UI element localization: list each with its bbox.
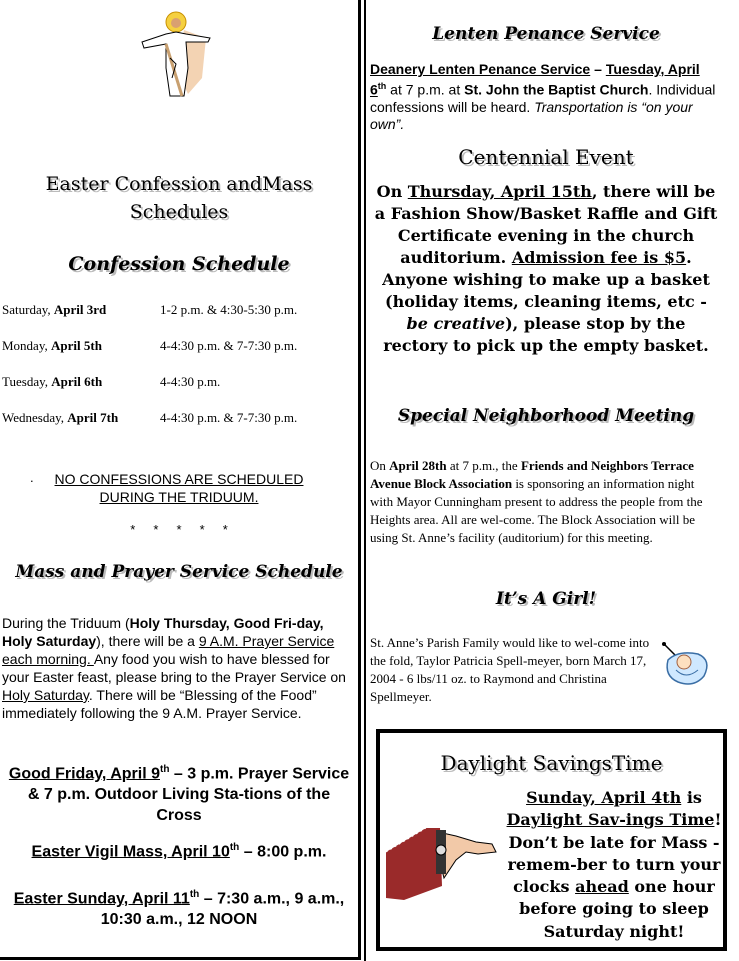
admission-fee: Admission fee is $5 xyxy=(511,248,687,267)
confession-time: 4-4:30 p.m. & 7-7:30 p.m. xyxy=(160,410,298,425)
be-creative: be creative xyxy=(406,314,506,333)
dst-text: one hour before going to sleep Saturday night! xyxy=(519,877,715,941)
easter-sunday-date: Easter Sunday, April 11 xyxy=(13,890,190,908)
confession-row xyxy=(2,302,297,318)
lenten-heading: Lenten Penance Service xyxy=(432,24,660,44)
lenten-service-name: Deanery Lenten Penance Service xyxy=(370,61,591,77)
centennial-heading: Centennial Event xyxy=(458,145,634,169)
confession-time: 1-2 p.m. & 4:30-5:30 p.m. xyxy=(160,302,298,317)
confession-heading: Confession Schedule xyxy=(68,253,290,275)
triduum-text: . There will be “Blessing of the Food” immediately following the 9 A.M. Prayer Service. xyxy=(2,687,317,721)
stork-baby-clipart xyxy=(658,640,714,690)
confession-row xyxy=(2,410,297,426)
clocks-ahead: ahead xyxy=(575,877,629,897)
good-friday-date: Good Friday, April 9 xyxy=(8,765,160,783)
separator-stars: * * * * * xyxy=(130,522,228,537)
lenten-dash: – xyxy=(590,61,606,77)
good-friday-entry xyxy=(8,759,350,826)
triduum-paragraph xyxy=(2,614,352,722)
dst-paragraph xyxy=(376,787,727,947)
easter-sunday-sup: th xyxy=(189,889,200,900)
lenten-transport-note: Transportation is “on your own”. xyxy=(370,98,693,132)
lenten-date: Tuesday, April 6 xyxy=(370,61,700,98)
neighborhood-paragraph xyxy=(370,457,710,547)
confession-day-prefix: Monday, xyxy=(2,338,51,353)
no-confession-notice xyxy=(0,470,358,506)
no-confession-line1: NO CONFESSIONS ARE SCHEDULED xyxy=(54,471,304,487)
centennial-text: On xyxy=(376,182,408,201)
easter-vigil-time: – 8:00 p.m. xyxy=(239,843,327,861)
centennial-text: . Anyone wishing to make up a basket (holiday items, cleaning items, etc - xyxy=(382,248,710,311)
triduum-text: Any food you wish to have blessed for your Easter feast, please bring to the Prayer Service on xyxy=(2,651,346,685)
lenten-text: . Individual confessions will be heard. xyxy=(370,81,716,115)
easter-sunday-entry xyxy=(8,884,350,930)
girl-heading: It’s A Girl! xyxy=(495,589,597,609)
easter-title-line1: Easter Confession andMass xyxy=(45,173,313,195)
easter-sunday-times: – 7:30 a.m., 9 a.m., 10:30 a.m., 12 NOON xyxy=(100,890,345,929)
dst-heading: Daylight SavingsTime xyxy=(440,751,663,775)
birth-announcement: St. Anne’s Parish Family would like to wel-come into the fold, Taylor Patricia Spell-meyer, born March 17, 2004 - 6 lbs/11 oz. to Raymond and Christina Spellmeyer. xyxy=(370,635,650,704)
dst-name: Daylight Sav-ings Time xyxy=(506,810,715,830)
confession-day-prefix: Saturday, xyxy=(2,302,54,317)
centennial-date: Thursday, April 15th xyxy=(407,182,592,201)
neighborhood-text: is sponsoring an information night with Mayor Cunningham present to address the people from the Heights area. All are wel-come. The Block Association will be using St. Anne’s facility (auditorium) for this meeting. xyxy=(370,476,703,545)
dst-text: ! Don’t be late for Mass - remem-ber to turn your clocks xyxy=(507,810,722,897)
prayer-service-note: 9 A.M. Prayer Service each morning. xyxy=(2,633,335,667)
triduum-days: Holy Thursday, Good Fri-day, Holy Saturday xyxy=(2,615,324,649)
dst-text: is xyxy=(681,788,702,807)
no-confession-line2: DURING THE TRIDUUM. xyxy=(99,489,259,505)
confession-day: April 3rd xyxy=(53,302,107,317)
neighborhood-text: On xyxy=(370,458,390,473)
block-association: Friends and Neighbors Terrace Avenue Block Association xyxy=(370,458,694,491)
confession-day-prefix: Wednesday, xyxy=(2,410,68,425)
lenten-church: St. John the Baptist Church xyxy=(464,81,649,98)
good-friday-sup: th xyxy=(160,764,170,775)
confession-day: April 5th xyxy=(51,338,102,353)
lenten-sup: th xyxy=(377,81,387,91)
easter-vigil-entry xyxy=(0,842,358,861)
dst-date: Sunday, April 4th xyxy=(526,788,682,807)
easter-vigil-date: Easter Vigil Mass, April 10 xyxy=(31,843,230,861)
holy-saturday: Holy Saturday xyxy=(2,687,89,703)
lenten-text: at 7 p.m. at xyxy=(386,81,465,98)
risen-christ-clipart xyxy=(136,8,216,104)
centennial-paragraph xyxy=(372,181,720,357)
confession-day: April 6th xyxy=(51,374,103,389)
confession-time: 4-4:30 p.m. & 7-7:30 p.m. xyxy=(160,338,298,353)
centennial-text: , there will be a Fashion Show/Basket Raffle and Gift Certificate evening in the church auditorium. xyxy=(374,182,718,267)
lenten-paragraph xyxy=(370,61,716,133)
easter-title xyxy=(0,170,358,226)
confession-day-prefix: Tuesday, xyxy=(2,374,52,389)
meeting-date: April 28th xyxy=(389,458,447,473)
mass-heading: Mass and Prayer Service Schedule xyxy=(15,562,343,582)
neighborhood-text: at 7 p.m., the xyxy=(446,458,521,473)
centennial-text: ), please stop by the rectory to pick up the empty basket. xyxy=(383,314,709,355)
confession-day: April 7th xyxy=(67,410,119,425)
no-confession-dot: . xyxy=(30,470,34,485)
confession-row xyxy=(2,338,297,354)
easter-vigil-sup: th xyxy=(229,842,240,853)
triduum-text: During the Triduum ( xyxy=(2,615,130,631)
triduum-text: ), there will be a xyxy=(96,633,199,649)
confession-row xyxy=(2,374,220,390)
neighborhood-heading: Special Neighborhood Meeting xyxy=(397,406,695,426)
easter-title-line2: Schedules xyxy=(129,201,229,223)
good-friday-times: – 3 p.m. Prayer Service & 7 p.m. Outdoor Living Sta-tions of the Cross xyxy=(27,765,350,825)
confession-time: 4-4:30 p.m. xyxy=(160,374,221,389)
